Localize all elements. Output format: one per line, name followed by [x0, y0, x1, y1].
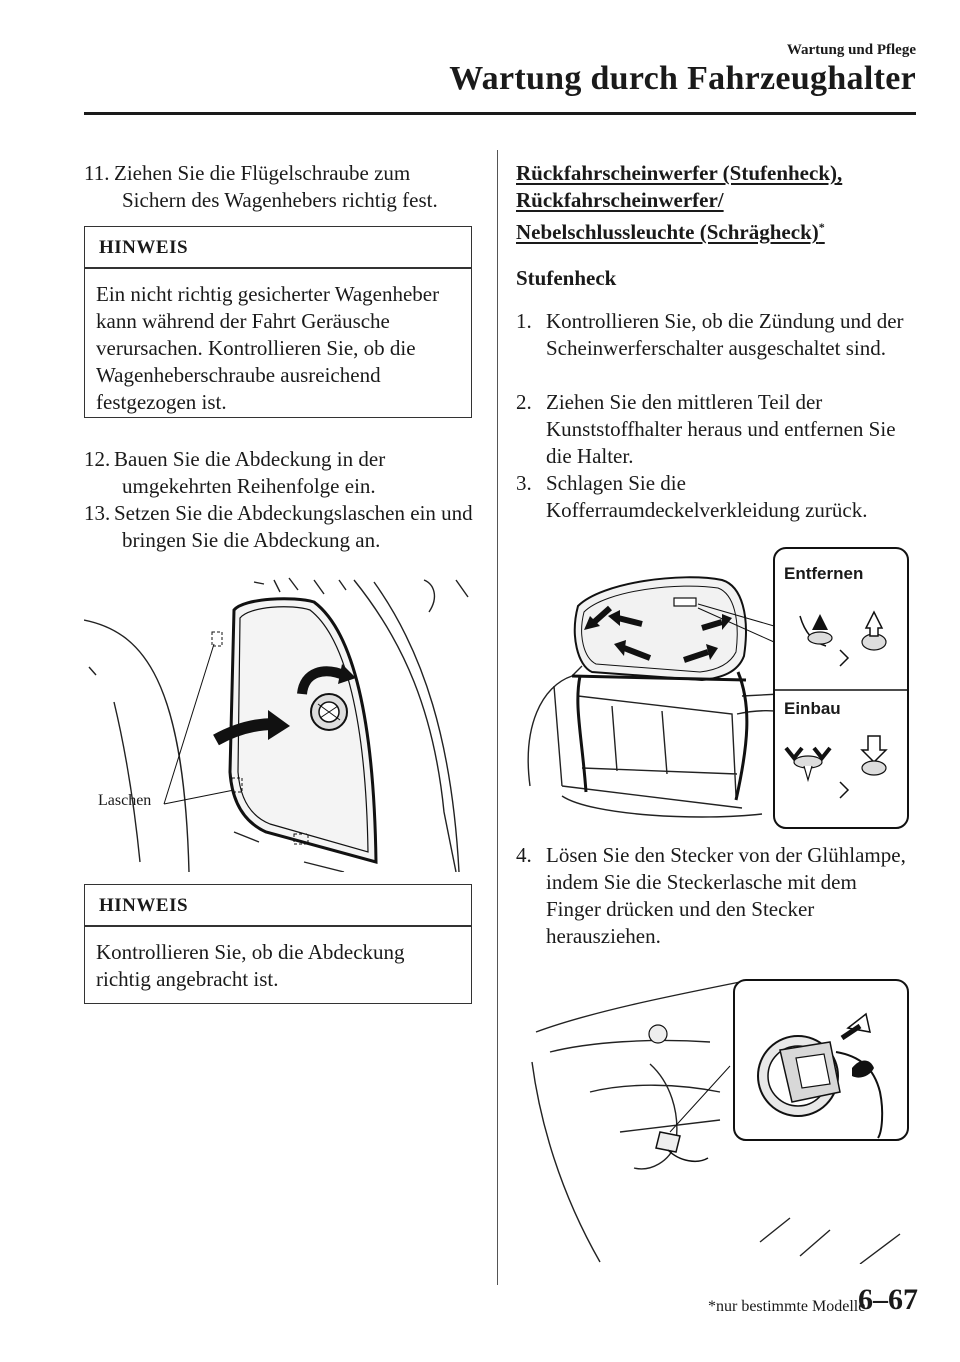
page-number: 6–67	[858, 1283, 918, 1316]
note-divider	[85, 267, 471, 269]
step-text: Ziehen Sie den mittleren Teil der Kunststoffhalter heraus und entfernen Sie die Halter.	[546, 390, 896, 468]
subheading-stufenheck: Stufenheck	[516, 266, 617, 290]
heading-line-2: Rückfahrscheinwerfer/	[516, 188, 724, 212]
trunk-illustration	[522, 546, 912, 832]
header-rule	[84, 112, 916, 115]
step-text: Lösen Sie den Stecker von der Glühlampe, indem Sie die Steckerlasche mit dem Finger drücken und den Stecker herausziehen.	[546, 843, 906, 948]
step-12	[84, 446, 474, 500]
step-text: Kontrollieren Sie, ob die Zündung und der Scheinwerferschalter ausgeschaltet sind.	[546, 309, 904, 360]
label-entfernen: Entfernen	[784, 564, 864, 583]
section-title: Wartung und Pflege	[786, 42, 916, 58]
cover-figure	[84, 572, 474, 872]
step-number: 1.	[516, 309, 532, 333]
step-number: 12.	[84, 447, 111, 471]
note-text: Kontrollieren Sie, ob die Abdeckung richtig angebracht ist.	[96, 940, 405, 991]
connector-figure	[530, 972, 914, 1264]
step-4	[516, 842, 916, 950]
step-number: 4.	[516, 843, 532, 867]
label-einbau: Einbau	[784, 699, 841, 718]
step-text: Schlagen Sie die Kofferraumdeckelverkleidung zurück.	[546, 471, 868, 522]
chapter-title: Wartung durch Fahrzeughalter	[449, 60, 916, 97]
column-divider	[497, 150, 498, 1285]
step-number: 2.	[516, 390, 532, 414]
section-heading	[516, 160, 842, 246]
note-divider	[85, 925, 471, 927]
step-number: 3.	[516, 471, 532, 495]
cover-illustration	[84, 572, 474, 872]
heading-line-3: Nebelschlussleuchte (Schrägheck)*	[516, 220, 825, 244]
note-box-2	[84, 884, 472, 1004]
step-1	[516, 308, 916, 362]
note-title: HINWEIS	[99, 237, 189, 258]
step-3	[516, 470, 916, 524]
note-text: Ein nicht richtig gesicherter Wagenheber kann während der Fahrt Geräusche verursachen. Kontrollieren Sie, ob die Wagenheberschraube ausreichend festgezogen ist.	[96, 282, 440, 414]
step-13	[84, 500, 474, 554]
step-text: Ziehen Sie die Flügelschraube zum Sichern des Wagenhebers richtig fest.	[114, 161, 438, 212]
step-number: 11.	[84, 161, 110, 185]
connector-illustration	[530, 972, 914, 1264]
footer-footnote: *nur bestimmte Modelle	[708, 1298, 866, 1315]
step-text: Setzen Sie die Abdeckungslaschen ein und bringen Sie die Abdeckung an.	[114, 501, 473, 552]
heading-line-1: Rückfahrscheinwerfer (Stufenheck),	[516, 161, 843, 185]
heading-asterisk: *	[818, 220, 825, 234]
step-text: Bauen Sie die Abdeckung in der umgekehrten Reihenfolge ein.	[114, 447, 386, 498]
figure-label-laschen: Laschen	[98, 792, 152, 809]
step-number: 13.	[84, 501, 111, 525]
note-box	[84, 226, 472, 418]
step-2	[516, 389, 916, 470]
note-title: HINWEIS	[99, 895, 189, 916]
trunk-figure	[522, 546, 912, 832]
step-11	[84, 160, 474, 214]
